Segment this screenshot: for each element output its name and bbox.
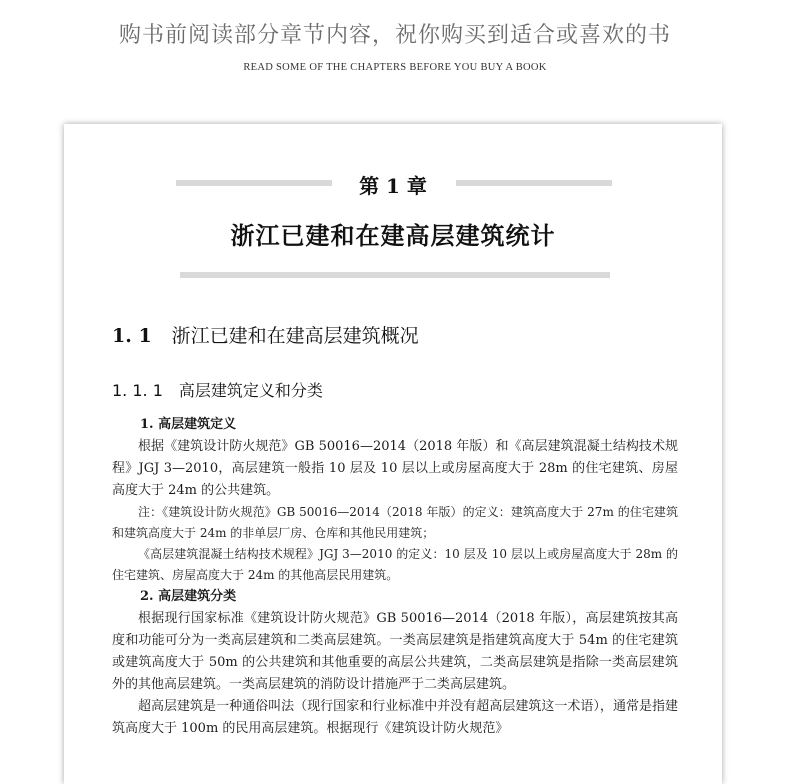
section-number: 1. 1 <box>112 325 152 347</box>
banner-english: READ SOME OF THE CHAPTERS BEFORE YOU BUY A BOOK <box>243 62 547 73</box>
body-text <box>112 414 678 740</box>
book-page <box>64 124 722 784</box>
chapter-title: 浙江已建和在建高层建筑统计 <box>230 222 556 250</box>
chapter-number: 第 1 章 <box>359 174 427 198</box>
section-title: 浙江已建和在建高层建筑概况 <box>171 325 419 347</box>
definition-note-1: 注：《建筑设计防火规范》GB 50016—2014（2018 年版）的定义：建筑高度大于 27m 的住宅建筑和建筑高度大于 24m 的非单层厂房、仓库和其他民用建筑； <box>112 505 678 540</box>
definition-note-2: 《高层建筑混凝土结构技术规程》JGJ 3—2010 的定义：10 层及 10 层以上或房屋高度大于 28m 的住宅建筑、房屋高度大于 24m 的其他高层民用建筑。 <box>112 547 678 582</box>
rule-bottom <box>180 272 610 278</box>
section-heading <box>112 321 419 348</box>
subsection-number: 1. 1. 1 <box>112 381 163 400</box>
definition-heading: 1. 高层建筑定义 <box>140 417 237 432</box>
supertall-paragraph: 超高层建筑是一种通俗叫法（现行国家和行业标准中并没有超高层建筑这一术语），通常是指建筑高度大于 100m 的民用高层建筑。根据现行《建筑设计防火规范》 <box>112 699 678 736</box>
subsection-title: 高层建筑定义和分类 <box>178 381 323 400</box>
subsection-heading <box>112 378 323 401</box>
definition-paragraph: 根据《建筑设计防火规范》GB 50016—2014（2018 年版）和《高层建筑混凝土结构技术规程》JGJ 3—2010，高层建筑一般指 10 层及 10 层以上或房屋高度大于 28m 的住宅建筑、房屋高度大于 24m 的公共建筑。 <box>112 439 678 498</box>
classification-heading: 2. 高层建筑分类 <box>140 589 237 604</box>
banner-chinese: 购书前阅读部分章节内容，祝你购买到适合或喜欢的书 <box>118 23 671 48</box>
classification-paragraph: 根据现行国家标准《建筑设计防火规范》GB 50016—2014（2018 年版），高层建筑按其高度和功能可分为一类高层建筑和二类高层建筑。一类高层建筑是指建筑高度大于 54m 的住宅建筑或建筑高度大于 50m 的公共建筑和其他重要的高层公共建筑，二类高层建筑是指除一类高层建筑外的其他高层建筑。一类高层建筑的消防设计措施严于二类高层建筑。 <box>112 611 678 692</box>
